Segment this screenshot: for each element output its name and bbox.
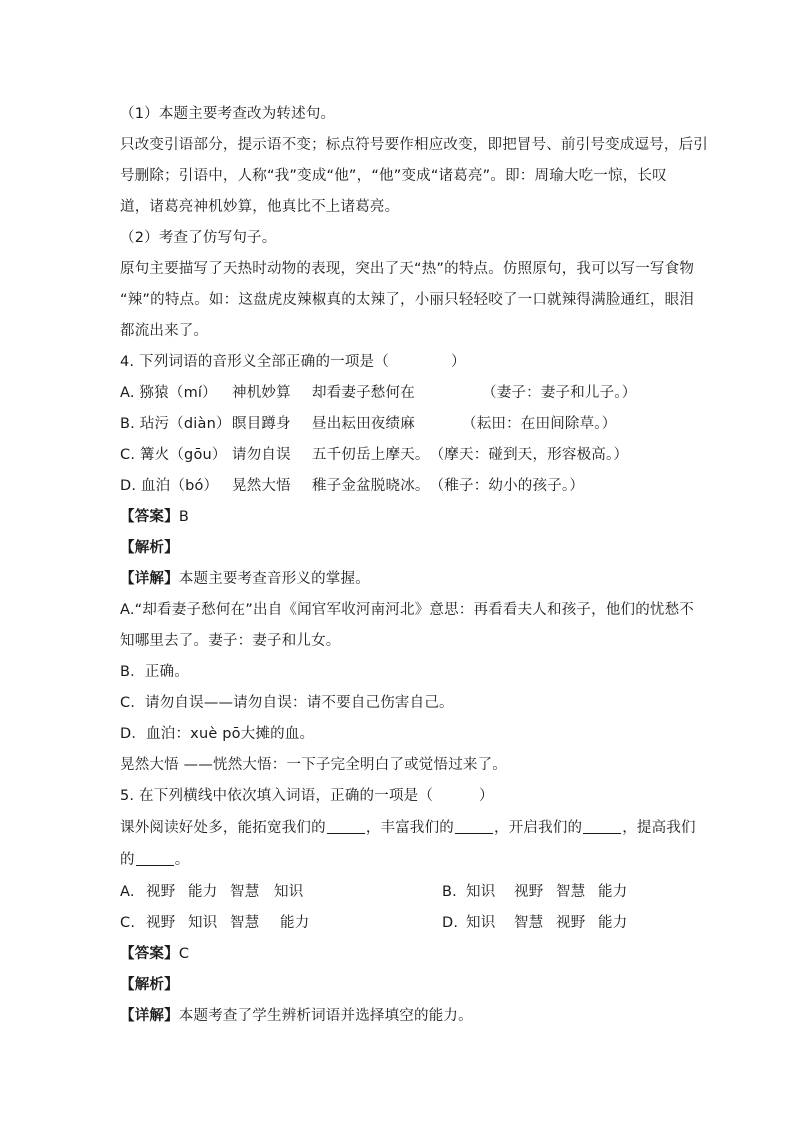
text-line: （2）考查了仿写句子。 xyxy=(120,230,277,246)
option-word: B. 玷污（diàn） xyxy=(120,416,231,432)
answer-label: 【答案】 xyxy=(120,509,179,525)
question-stem-text: 5. 在下列横线中依次填入词语，正确的一项是（ xyxy=(120,788,434,804)
option-phrase: 五千仞岳上摩天。 xyxy=(312,447,430,463)
option-word: 瞑目蹲身 xyxy=(232,416,291,432)
option-word: 视野 xyxy=(146,915,176,931)
detail-text: 本题考查了学生辨析词语并选择填空的能力。 xyxy=(178,1008,473,1024)
fill-blank xyxy=(136,851,174,866)
body-text: 。 xyxy=(174,852,190,868)
option-gloss: （稚子：幼小的孩子。） xyxy=(429,478,585,494)
option-word: 能力 xyxy=(280,915,310,931)
answer-line xyxy=(120,944,189,964)
question-stem-text: 4. 下列词语的音形义全部正确的一项是（ xyxy=(120,354,389,370)
option-word: 请勿自误 xyxy=(232,447,291,463)
analysis-label: 【解析】 xyxy=(120,540,179,556)
option-word: 能力 xyxy=(598,884,628,900)
option-phrase: 却看妻子愁何在 xyxy=(312,385,415,401)
option-c xyxy=(120,445,628,465)
option-phrase: 稚子金盆脱晓冰。 xyxy=(312,478,430,494)
text-line: A.“却看妻子愁何在”出自《闻官军收河南河北》意思：再看看夫人和孩子，他们的忧愁不 xyxy=(120,602,694,618)
option-word: 视野 xyxy=(556,915,586,931)
option-b xyxy=(120,414,616,434)
fill-blank xyxy=(455,819,493,834)
question-4-stem xyxy=(120,352,466,372)
option-word: 智慧 xyxy=(230,915,260,931)
body-text: ，丰富我们的 xyxy=(365,820,455,836)
question-stem-end: ） xyxy=(479,788,494,804)
detail-text: 本题主要考查音形义的掌握。 xyxy=(178,571,370,587)
text-line: “辣”的特点。如：这盘虎皮辣椒真的太辣了，小丽只轻轻咬了一口就辣得满脸通红，眼泪 xyxy=(120,292,695,308)
body-text: ，开启我们的 xyxy=(494,820,583,836)
option-label: B. xyxy=(442,884,457,900)
option-word: 能力 xyxy=(598,915,628,931)
option-word: 视野 xyxy=(146,884,176,900)
text-line: D．血泊：xuè pō大摊的血。 xyxy=(120,726,315,742)
option-b xyxy=(442,882,638,902)
option-word: A. 猕猿（mí） xyxy=(120,385,217,401)
text-line: B．正确。 xyxy=(120,664,189,680)
fill-blank xyxy=(583,819,621,834)
question-stem-end: ） xyxy=(450,354,466,370)
answer-line xyxy=(120,507,189,527)
body-text: 的 xyxy=(120,852,135,868)
body-text: ，提高我们 xyxy=(622,820,696,836)
option-c xyxy=(120,913,320,933)
option-word: 智慧 xyxy=(514,915,544,931)
option-label: D. xyxy=(442,915,459,931)
option-d xyxy=(120,476,584,496)
fill-blank xyxy=(327,819,365,834)
option-gloss: （摩天：碰到天，形容极高。） xyxy=(429,447,629,463)
text-line: 道，诸葛亮神机妙算，他真比不上诸葛亮。 xyxy=(120,199,400,215)
text-line: 知哪里去了。妻子：妻子和儿女。 xyxy=(120,633,341,649)
text-line: 只改变引语部分，提示语不变；标点符号要作相应改变，即把冒号、前引号变成逗号，后引 xyxy=(120,137,708,153)
option-d xyxy=(442,913,638,933)
option-label: A. xyxy=(120,884,135,900)
option-phrase: 昼出耘田夜绩麻 xyxy=(312,416,415,432)
option-word: 智慧 xyxy=(230,884,260,900)
option-word: 智慧 xyxy=(556,884,586,900)
question-5-body xyxy=(120,818,696,838)
text-line: 号删除；引语中，人称“我”变成“他”，“他”变成“诸葛亮”。即：周瑜大吃一惊，长叹 xyxy=(120,168,667,184)
question-5-body-2 xyxy=(120,850,189,870)
option-word: 知识 xyxy=(466,915,496,931)
detail-label: 【详解】 xyxy=(120,1008,179,1024)
option-word: 视野 xyxy=(514,884,544,900)
text-line: 原句主要描写了天热时动物的表现，突出了天“热”的特点。仿照原句，我可以写一写食物 xyxy=(120,261,695,277)
option-word: 神机妙算 xyxy=(232,385,291,401)
option-gloss: （妻子：妻子和儿子。） xyxy=(482,385,637,401)
option-word: 晃然大悟 xyxy=(232,478,291,494)
answer-value: B xyxy=(178,509,189,525)
option-word: 知识 xyxy=(188,915,218,931)
text-line: 都流出来了。 xyxy=(120,323,209,339)
text-line: （1）本题主要考查改为转述句。 xyxy=(120,106,336,122)
option-label: C. xyxy=(120,915,136,931)
detail-label: 【详解】 xyxy=(120,571,179,587)
option-word: 知识 xyxy=(466,884,496,900)
analysis-label: 【解析】 xyxy=(120,977,179,993)
text-line: 晃然大悟 ——恍然大悟：一下子完全明白了或觉悟过来了。 xyxy=(120,757,508,773)
body-text: 课外阅读好处多，能拓宽我们的 xyxy=(120,820,326,836)
answer-label: 【答案】 xyxy=(120,946,179,962)
option-a xyxy=(120,383,636,403)
option-a xyxy=(120,882,314,902)
text-line: C．请勿自误——请勿自误：请不要自己伤害自己。 xyxy=(120,695,454,711)
option-word: 能力 xyxy=(188,884,218,900)
detail-line xyxy=(120,1006,473,1026)
option-word: 知识 xyxy=(274,884,304,900)
option-word: D. 血泊（bó） xyxy=(120,478,219,494)
option-gloss: （耘田：在田间除草。） xyxy=(462,416,617,432)
option-word: C. 篝火（gōu） xyxy=(120,447,227,463)
answer-value: C xyxy=(178,946,190,962)
question-5-stem xyxy=(120,786,494,806)
detail-line xyxy=(120,569,370,589)
